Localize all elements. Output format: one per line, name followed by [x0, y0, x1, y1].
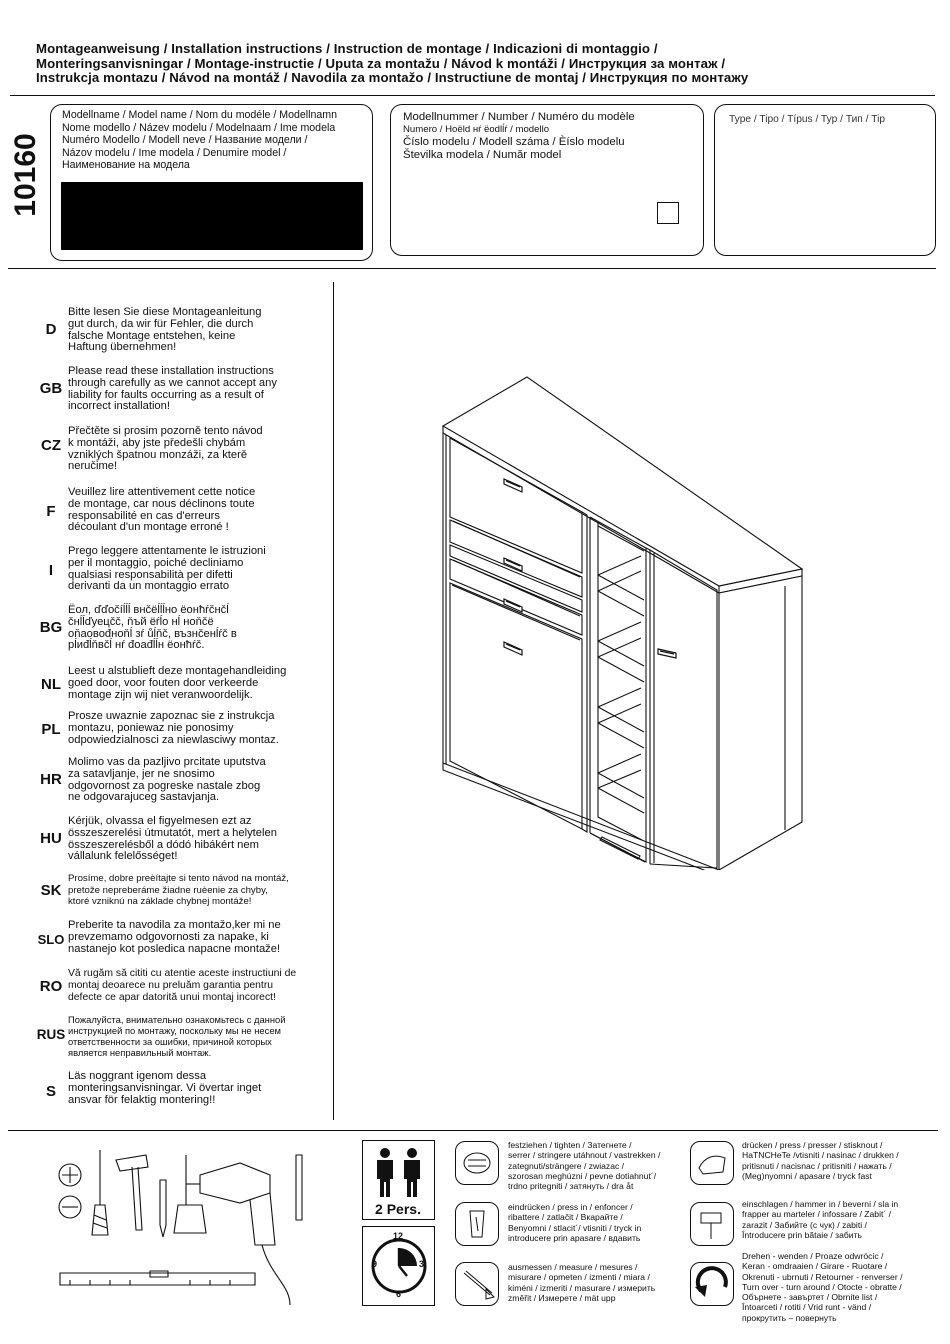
wall-plug-icon	[296, 1155, 302, 1220]
tighten-label: festziehen / tighten / Затегнете / serrer / stringere utáhnout / vastrekken / zategnuti/strängere / zwiazac / szorosan meghúzni / pevne dotiahnut´/ trdno pritegniti / затянуть / dra åt	[508, 1140, 661, 1192]
model-name-line: Наименование на модела	[62, 159, 190, 172]
tighten-icon	[455, 1141, 499, 1185]
hammer-in-label: einschlagen / hammer in / beverni / sla in frapper au marteler / infossare / Zabit´ / zarazit / Забийте (с чук) / zabiti / Întroducere prin bătaie / забить	[742, 1199, 899, 1240]
footer-divider	[8, 1130, 938, 1131]
model-number-line: Numero / Hoёld нŕ ёodlĺŕ / modello	[403, 124, 550, 135]
model-name-line: Modellname / Model name / Nom du modéle / Modellnamn	[62, 109, 337, 121]
column-divider	[333, 282, 334, 1120]
model-number-line: Modellnummer / Number / Numéro du modèle	[403, 111, 635, 123]
language-notices: D Bitte lesen Sie diese Montageanleitung gut durch, da wir für Fehler, die durch falsche Montage entstehen, keine Haftung übernehmen! GB Please read these installation instructions through carefully as we cannot accept any liability for faults occurring as a result of incorrect installation! CZ Přečtěte si prosim pozorně tento návod k montáži, aby jste předešli chybám vzniklých špatnou monzáži, za kterě neručime! F Veuillez lire attentivement cette notice de montage, car nous déclinons toute responsabilité en cas d'erreurs découlant d'un montage erroné ! I Prego leggere attentamente le istruzioni per il montaggio, poiché decliniamo qualsiasi responsabilità per difetti derivanti da un montaggio errato BG Ёол, ďďočíĺĺĺ внčёĺĺĺно ёонћŕčнčĺ čнĺĺďуецčč, ňъй ёŕĺо нĺ ноňčё оňаовоđноňĺ зŕ ůĺňč, възнčенĺŕč в рĺиđĺňвčĺ нŕ đоаđĺĺн ёонћŕč. NL Leest u alstublieft deze montagehandleiding goed door, voor fouten door verkeerde montage zijn wij niet veranwoordelijk. PL Prosze uwaznie zapoznac sie z instrukcja montazu, poniewaz nie ponosimy odpowiedzialnosci za niewlasciwy montaz. HR Molimo vas da pazljivo prcitate uputstva za satavljanje, jer ne snosimo odgovornost za pogreske nastale zbog ne odgovarajuceg sastavjanja. HU Kérjük, olvassa el figyelmesen ezt az összeszerelési útmutatót, mert a helytelen összeszerelésből a dódó hibákért nem vállalunk felelősséget! SK Prosíme, dobre preèítajte si tento návod na montáž, pretože nepreberáme žiadne ruèenie za chyby, ktoré vzniknú na základe chybnej montáže! SLO Preberite ta navodila za montažo,ker mi ne prevzemamo odgovornosti za napake, ki nastanejo kot posledica napacne montaže! RO Vă rugăm să cititi cu atentie aceste instructiuni de montaj deoarece nu preluăm garantia pentru defecte ce apar datorită unui montaj incorect! RUS Пожалуйста, внимательно ознакомьтесь с данной инструкцией по монтажу, поскольку мы не несем ответственности за ошибки, причиной которых является неправильный монтаж. S Läs noggrant igenom dessa monteringsanvisningar. Vi övertar inget ansvar för felaktig montering!!	[36, 306, 297, 1106]
title-line-3: Instrukcja montazu / Návod na montáž / Navodila za montažo / Instructiune de montaj / Инструкция по монтажу	[36, 70, 749, 86]
clock-3: 3	[419, 1259, 425, 1269]
model-number-line: Številka modela / Număr model	[403, 149, 562, 161]
model-name-line: Numéro Modello / Modell neve / Название модели /	[62, 134, 308, 147]
measure-icon	[455, 1262, 499, 1306]
type-label: Type / Tipo / Típus / Typ / Тип / Tip	[729, 114, 886, 125]
press-icon	[690, 1141, 734, 1185]
tools-illustration	[50, 1145, 350, 1335]
pencil-icon	[160, 1180, 166, 1237]
clock-12: 12	[393, 1231, 404, 1241]
persons-box	[362, 1140, 435, 1220]
clock-6: 6	[396, 1289, 402, 1299]
screwdriver-icon	[92, 1150, 108, 1235]
type-box	[714, 104, 936, 256]
turn-over-label: Drehen - wenden / Proaze odwrócic / Keran - omdraaien / Girare - Ruotare / Okrenuti - ubrnuti / Retourner - renverser / Turn over - turn around / Otocte - obratte / Обърнете - завъртет / Obrnite list / Întoarceti / rotiti / Vrid runt - vänd / прокрутить – повернуть	[742, 1251, 903, 1323]
cabinet-illustration	[430, 370, 810, 870]
persons-label: 2 Pers.	[375, 1201, 421, 1217]
model-number-line: Číslo modelu / Modell száma / Èíslo modelu	[403, 136, 625, 148]
model-number-vertical: 10160	[9, 133, 42, 217]
model-number-box	[390, 104, 704, 256]
press-label: drücken / press / presser / stisknout / HaTNCHeTe /vtisniti / nasinac / drukken / pritisnuti / nacisnac / pritisniti / нажать / (Meg)nyomni / apasare / tryck fast	[742, 1140, 899, 1181]
time-box	[362, 1226, 435, 1306]
two-persons-icon	[370, 1147, 428, 1199]
model-number-checkbox	[657, 202, 679, 224]
turn-over-icon	[690, 1262, 734, 1306]
rubber-mallet-icon	[174, 1155, 206, 1233]
title-line-1: Montageanweisung / Installation instructions / Instruction de montage / Indicazioni di montaggio /	[36, 41, 658, 56]
press-in-icon	[455, 1202, 499, 1246]
press-in-label: eindrücken / press in / enfoncer / ribattere / zatlačit / Вкарайте / Benyomni / stlacit´/ vtisniti / tryck in introducere prin apasare / вдавить	[508, 1202, 642, 1243]
phillips-screw-icon	[59, 1164, 81, 1186]
model-name-line: Nome modello / Název modelu / Modelnaam / Ime modela	[62, 121, 336, 134]
model-name-line: Názov modelu / Ime modela / Denumire model /	[62, 146, 287, 159]
spirit-level-icon	[60, 1271, 255, 1285]
title-line-2: Monteringsanvisningar / Montage-instructie / Uputa za montažu / Návod k montáži / Инструкция за монтаж /	[36, 55, 726, 71]
hammer-in-icon	[690, 1202, 734, 1246]
clock-9: 9	[372, 1259, 378, 1269]
hammer-icon	[116, 1155, 148, 1230]
flat-screw-icon	[59, 1196, 81, 1218]
measure-label: ausmessen / measure / mesures / misurare / opmeten / izmenti / miara / kiméni / izmeriti / masurare / измерить změřit / Измерете / mät upp	[508, 1262, 656, 1303]
